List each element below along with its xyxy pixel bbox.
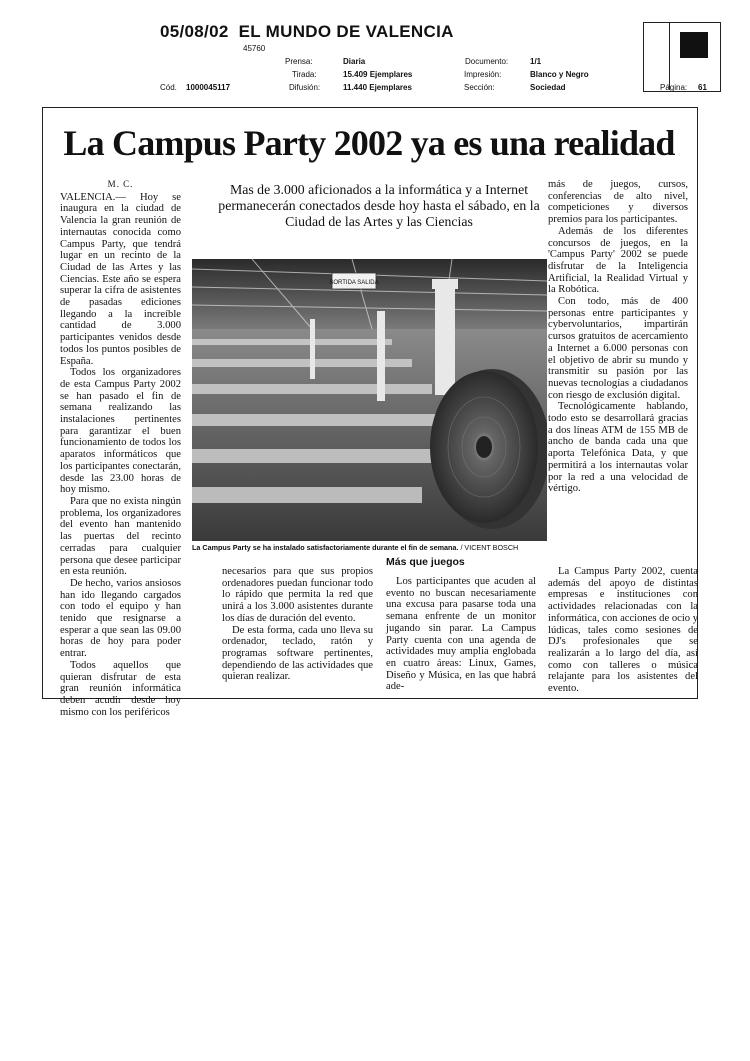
paragraph: Con todo, más de 400 personas entre participantes y cybervoluntarios, impartirán cursos gratuitos de acercamiento a Internet a 6.000 personas con el objetivo de abrir su mundo y transmitir su pasión por las nuevas tecnologías a ciudadanos con riesgo de exclusión digital. [548,296,688,401]
code-label: Cód. [160,83,177,92]
article-column-4-bottom [548,566,698,695]
article-photo [192,259,547,541]
documento-label: Documento: [465,57,509,66]
photo-credit: / VICENT BOSCH [460,543,519,552]
paragraph: más de juegos, cursos, conferencias de alto nivel, competiciones y diversos premios para los participantes. [548,179,688,226]
clip-date: 05/08/02 [160,22,229,41]
prensa-label: Prensa: [285,57,313,66]
code-value: 1000045117 [186,83,231,92]
paragraph: De esta forma, cada uno lleva su ordenador, teclado, ratón y programas software pertinentes, dependiendo de las actividades que quieran realizar. [222,624,373,683]
documento-value: 1/1 [530,57,542,66]
paragraph: La Campus Party 2002, cuenta además del apoyo de distintas empresas e instituciones con actividades relacionadas con la informática, con acciones de ocio y lúdicas, tales como sesiones de DJ's profesionales que se realizarán a lo largo del día, así como con talleres o música relajante para los asistentes del evento. [548,566,699,695]
seccion-label: Sección: [464,83,495,92]
article-column-2 [222,566,373,683]
difusion-label: Difusión: [289,83,321,92]
article-column-4-top [548,179,688,495]
tirada-value: 15.409 Ejemplares [343,70,413,79]
paragraph: Los participantes que acuden al evento no buscan necesariamente una excusa para pasarse toda una semana enfrente de un monitor jugando sin parar. La Campus Party cuenta con una agenda de actividades muy amplia englobada en cuatro áreas: Linux, Games, Diseño y Música, en las que habrá ade- [386,576,536,693]
tirada-label: Tirada: [292,70,317,79]
paragraph: Tecnológicamente hablando, todo esto se desarrollará gracias a dos líneas ATM de 155 MB de ancho de banda cada una que aporta Telefónica Data, y que permitirá a los internautas volar por la red a una velocidad de vértigo. [548,401,688,495]
impresion-label: Impresión: [464,70,502,79]
clipping-logo-divider [669,22,670,90]
prensa-value: Diaria [343,57,366,66]
paragraph: Además de los diferentes concursos de juegos, en la 'Campus Party' 2002 se puede disfrutar de la Inteligencia Artificial, la Realidad Virtual y la Robótica. [548,225,688,296]
byline: M. C. [107,179,134,189]
seccion-value: Sociedad [530,83,566,92]
difusion-value: 11.440 Ejemplares [343,83,412,92]
paragraph: Todos los organizadores de esta Campus Party 2002 se han pasado el fin de semana realizando las instalaciones pertinentes para garantizar el buen funcionamiento de todos los aparatos informáticos que los participantes conectarán, desde las 23.00 horas de hoy mismo. [60,367,181,496]
article-headline: La Campus Party 2002 ya es una realidad [63,123,675,163]
paragraph: VALENCIA.— Hoy se inaugura en la ciudad de Valencia la gran reunión de internautas conocida como Campus Party, que tendrá lugar en un recinto de la Ciudad de las Artes y las Ciencias. Este año se espera superar la cifra de asistentes de pasadas ediciones llegando a la increíble cantidad de 3.000 participantes venidos desde todos los puntos posibles de España. [60,191,181,367]
photo-caption [192,543,552,552]
clip-header-title [160,22,454,42]
clipping-logo-square [680,32,708,58]
pagina-value: 61 [698,83,707,92]
photo-exit-sign: SORTIDA SALIDA [329,280,379,286]
article-deck: Mas de 3.000 aficionados a la informática y a Internet permanecerán conectados desde hoy hasta el sábado, en la Ciudad de las Artes y las Ciencias [218,182,540,229]
clip-number: 45760 [243,44,266,53]
paragraph: Para que no exista ningún problema, los organizadores del evento han mantenido las puertas del recinto cerradas para cualquier persona que desee participar en esta reunión. [60,495,181,578]
publication-name: EL MUNDO DE VALENCIA [238,22,454,41]
article-subhead: Más que juegos [386,556,465,568]
article-column-1 [60,179,181,718]
impresion-value: Blanco y Negro [530,70,589,79]
paragraph: necesarios para que sus propios ordenadores puedan funcionar todo lo rápido que permita la red que unirá a los 3.000 asistentes durante los días de duración del evento. [222,566,373,624]
article-column-3 [386,576,536,693]
paragraph: Todos aquellos que quieran disfrutar de esta gran reunión informática deben acudir desde hoy mismo con los periféricos [60,659,181,718]
caption-text: La Campus Party se ha instalado satisfactoriamente durante el fin de semana. [192,543,459,552]
pagina-label: Página: [660,83,688,92]
paragraph: De hecho, varios ansiosos han ido llegando cargados con todo el equipo y han tenido que resignarse a esperar a que sean las 09.00 horas de hoy para poder entrar. [60,577,181,660]
